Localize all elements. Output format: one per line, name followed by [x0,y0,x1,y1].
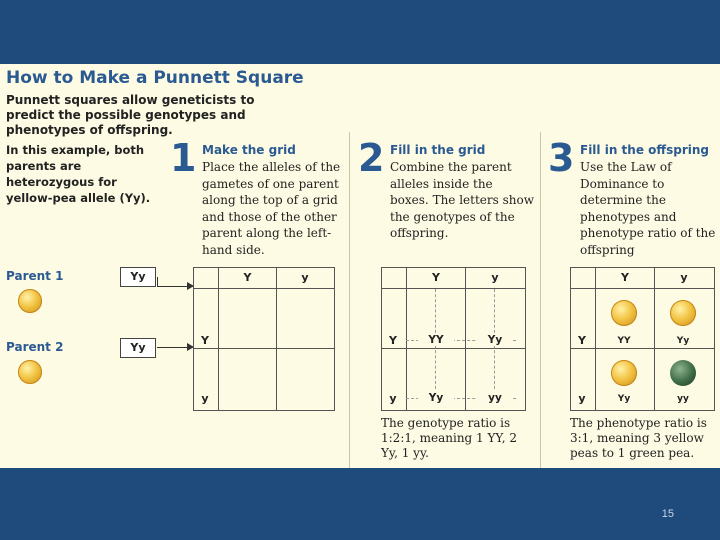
example-text: In this example, both parents are heterozygous for yellow-pea allele (Yy). [6,143,151,205]
grid-left-allele: y [201,392,209,405]
arrow-icon [157,286,193,287]
yellow-pea-icon [611,360,637,386]
grid-left-allele: Y [201,334,209,347]
grid-cell: Yy [477,334,513,346]
grid-cell: YY [617,336,631,346]
grid-top-allele: Y [621,271,629,284]
grid-cell: YY [418,334,454,346]
grid-top-allele: y [680,271,688,284]
step-2-number: 2 [358,136,385,180]
grid-top-allele: y [491,271,499,284]
phenotype-ratio-text: The phenotype ratio is 3:1, meaning 3 yellow peas to 1 green pea. [570,416,707,460]
step-2-heading: Fill in the grid [390,143,486,157]
parent-1-genotype: Yy [120,267,156,287]
parent-2-label: Parent 2 [6,340,64,354]
grid-cell: yy [677,394,689,404]
genotype-ratio-text: The genotype ratio is 1:2:1, meaning 1 YY, 2 Yy, 1 yy. [381,416,518,460]
grid-cell: Yy [418,392,454,404]
yellow-pea-icon [18,289,42,313]
textbook-page [0,64,720,468]
grid-top-allele: Y [432,271,440,284]
page-number: 15 [661,508,674,520]
grid-line [193,348,334,349]
parent-1-label: Parent 1 [6,269,64,283]
yellow-pea-icon [670,300,696,326]
grid-line [381,348,525,349]
grid-cell: yy [477,392,513,404]
page-title: How to Make a Punnett Square [6,68,304,88]
grid-top-allele: y [301,271,309,284]
step-1-number: 1 [170,136,197,180]
grid-left-allele: y [389,392,397,405]
green-pea-icon [670,360,696,386]
grid-line [193,288,334,289]
grid-left-allele: Y [389,334,397,347]
arrow-icon [157,277,158,287]
yellow-pea-icon [18,360,42,384]
step-3-body: Use the Law of Dominance to determine the phenotypes and phenotype ratio of the offspring [580,160,716,257]
grid-line [381,288,525,289]
arrow-icon [157,347,193,348]
step-1-heading: Make the grid [202,143,296,157]
grid-line [570,348,714,349]
grid-left-allele: y [578,392,586,405]
yellow-pea-icon [611,300,637,326]
intro-text: Punnett squares allow geneticists to predict the possible genotypes and phenotypes of offspring. [6,93,255,137]
column-divider [540,132,541,468]
step-3-number: 3 [548,136,575,180]
step-3-heading: Fill in the offspring [580,143,710,157]
grid-left-allele: Y [578,334,586,347]
column-divider [349,132,350,468]
grid-cell: Yy [676,336,690,346]
grid-top-allele: Y [243,271,252,284]
step-1-body: Place the alleles of the gametes of one parent along the top of a grid and those of the other parent along the left-hand side. [202,160,341,257]
grid-cell: Yy [617,394,631,404]
grid-line [570,288,714,289]
step-2-body: Combine the parent alleles inside the boxes. The letters show the genotypes of the offspring. [390,160,534,240]
parent-2-genotype: Yy [120,338,156,358]
